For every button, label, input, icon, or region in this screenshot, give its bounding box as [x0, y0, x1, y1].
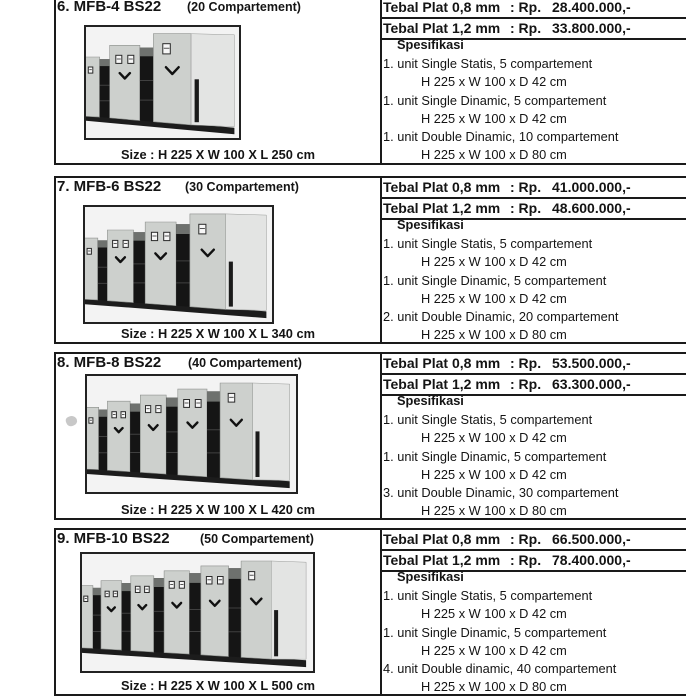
specification-heading: Spesifikasi	[397, 393, 464, 408]
price-label: Tebal Plat 0,8 mm	[383, 0, 501, 15]
product-info-panel	[56, 178, 380, 342]
product-title: 8. MFB-8 BS22	[57, 354, 162, 371]
mobile-file-cabinet-illustration	[86, 27, 239, 138]
price-label: Tebal Plat 1,2 mm	[383, 552, 501, 568]
price-value: 63.300.000,-	[552, 376, 631, 392]
spec-item: 1. unit Single Statis, 5 compartement	[383, 56, 593, 71]
specification-list	[382, 393, 686, 521]
product-photo	[85, 374, 298, 494]
price-label: Tebal Plat 0,8 mm	[383, 531, 501, 547]
spec-dimension: H 225 x W 100 x D 80 cm	[421, 327, 567, 343]
price-spec-panel	[380, 354, 686, 518]
spec-dimension: H 225 x W 100 x D 42 cm	[421, 290, 567, 306]
price-value: 66.500.000,-	[552, 531, 631, 547]
product-title: 7. MFB-6 BS22	[57, 178, 162, 195]
specification-items	[382, 55, 686, 165]
spec-item: 1. unit Single Statis, 5 compartement	[383, 588, 593, 603]
spec-dimension: H 225 x W 100 x D 80 cm	[421, 147, 567, 163]
price-value: 28.400.000,-	[552, 0, 631, 15]
product-size: Size : H 225 X W 100 X L 340 cm	[121, 326, 315, 341]
price-label: Tebal Plat 0,8 mm	[383, 355, 501, 371]
product-size: Size : H 225 X W 100 X L 500 cm	[121, 678, 315, 693]
compartment-count: (30 Compartement)	[185, 180, 299, 194]
product-title: 6. MFB-4 BS22	[57, 0, 162, 15]
product-info-panel	[56, 0, 380, 163]
price-value: 53.500.000,-	[552, 355, 631, 371]
product-photo	[84, 25, 241, 140]
spec-dimension: H 225 x W 100 x D 42 cm	[421, 430, 567, 446]
spec-item: 1. unit Double Dinamic, 10 compartement	[383, 129, 619, 145]
product-section-mfb-4	[54, 0, 686, 165]
specification-list	[382, 37, 686, 165]
product-photo	[83, 205, 274, 324]
spec-item: 2. unit Double Dinamic, 20 compartement	[383, 309, 619, 325]
compartment-count: (40 Compartement)	[188, 356, 302, 370]
product-info-panel	[56, 354, 380, 518]
spec-item: 3. unit Double Dinamic, 30 compartement	[383, 485, 619, 501]
price-label: Tebal Plat 1,2 mm	[383, 20, 501, 36]
price-currency: : Rp.	[510, 376, 542, 392]
mobile-file-cabinet-illustration	[82, 554, 313, 671]
spec-item: 4. unit Double dinamic, 40 compartement	[383, 661, 617, 677]
product-section-mfb-8	[54, 352, 686, 520]
spec-dimension: H 225 x W 100 x D 42 cm	[421, 642, 567, 658]
product-size: Size : H 225 X W 100 X L 250 cm	[121, 147, 315, 162]
price-row-plate-0-8mm	[382, 530, 686, 551]
price-spec-panel	[380, 0, 686, 163]
spec-dimension: H 225 x W 100 x D 42 cm	[421, 110, 567, 126]
spec-item: 1. unit Single Statis, 5 compartement	[383, 412, 593, 427]
price-row-plate-1-2mm	[382, 19, 686, 40]
price-row-plate-1-2mm	[382, 199, 686, 220]
price-row-plate-1-2mm	[382, 551, 686, 572]
price-currency: : Rp.	[510, 531, 542, 547]
price-currency: : Rp.	[510, 0, 542, 15]
specification-heading: Spesifikasi	[397, 569, 464, 584]
price-value: 41.000.000,-	[552, 179, 631, 195]
price-currency: : Rp.	[510, 355, 542, 371]
product-photo	[80, 552, 315, 673]
specification-items	[382, 235, 686, 345]
price-currency: : Rp.	[510, 179, 542, 195]
compartment-count: (20 Compartement)	[187, 0, 301, 14]
price-row-plate-1-2mm	[382, 375, 686, 396]
price-spec-panel	[380, 178, 686, 342]
spec-dimension: H 225 x W 100 x D 42 cm	[421, 606, 567, 622]
spec-dimension: H 225 x W 100 x D 80 cm	[421, 503, 567, 519]
product-title: 9. MFB-10 BS22	[57, 530, 170, 547]
specification-heading: Spesifikasi	[397, 217, 464, 232]
price-label: Tebal Plat 1,2 mm	[383, 376, 501, 392]
specification-items	[382, 587, 686, 697]
price-label: Tebal Plat 0,8 mm	[383, 179, 501, 195]
price-value: 48.600.000,-	[552, 200, 631, 216]
price-currency: : Rp.	[510, 20, 542, 36]
specification-heading: Spesifikasi	[397, 37, 464, 52]
compartment-count: (50 Compartement)	[200, 532, 314, 546]
price-spec-panel	[380, 530, 686, 694]
spec-item: 1. unit Single Statis, 5 compartement	[383, 236, 593, 251]
spec-item: 1. unit Single Dinamic, 5 compartement	[383, 624, 607, 640]
price-value: 78.400.000,-	[552, 552, 631, 568]
price-currency: : Rp.	[510, 200, 542, 216]
spec-dimension: H 225 x W 100 x D 42 cm	[421, 74, 567, 90]
specification-list	[382, 569, 686, 697]
specification-list	[382, 217, 686, 345]
mobile-file-cabinet-illustration	[85, 207, 272, 322]
product-section-mfb-10	[54, 528, 686, 696]
price-row-plate-0-8mm	[382, 0, 686, 19]
price-currency: : Rp.	[510, 552, 542, 568]
spec-dimension: H 225 x W 100 x D 42 cm	[421, 466, 567, 482]
price-row-plate-0-8mm	[382, 178, 686, 199]
spec-item: 1. unit Single Dinamic, 5 compartement	[383, 272, 607, 288]
specification-items	[382, 411, 686, 521]
spec-dimension: H 225 x W 100 x D 80 cm	[421, 679, 567, 695]
spec-item: 1. unit Single Dinamic, 5 compartement	[383, 448, 607, 464]
product-size: Size : H 225 X W 100 X L 420 cm	[121, 502, 315, 517]
price-label: Tebal Plat 1,2 mm	[383, 200, 501, 216]
spec-dimension: H 225 x W 100 x D 42 cm	[421, 254, 567, 270]
product-section-mfb-6	[54, 176, 686, 344]
mobile-file-cabinet-illustration	[87, 376, 296, 492]
spec-item: 1. unit Single Dinamic, 5 compartement	[383, 92, 607, 108]
price-row-plate-0-8mm	[382, 354, 686, 375]
product-info-panel	[56, 530, 380, 694]
price-value: 33.800.000,-	[552, 20, 631, 36]
